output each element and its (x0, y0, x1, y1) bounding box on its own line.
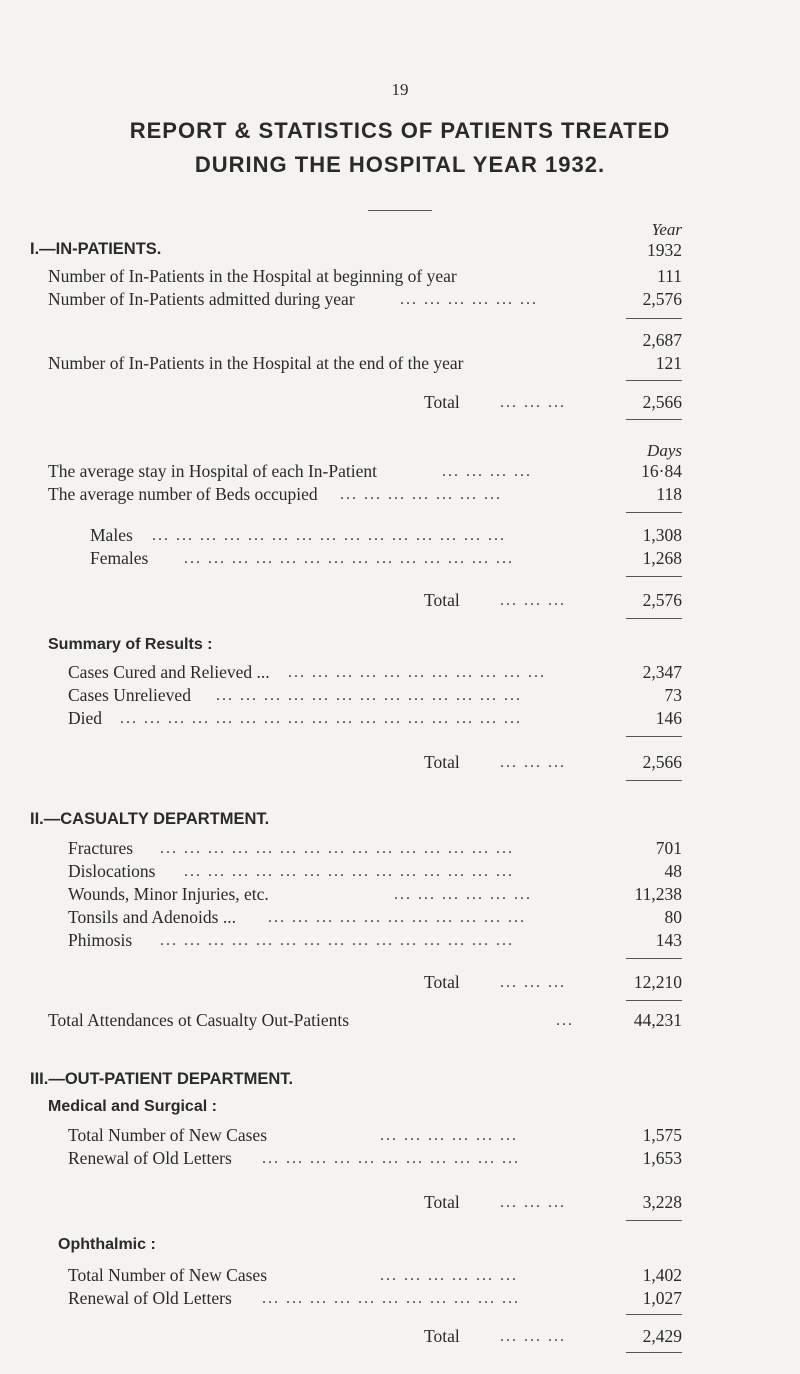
leader-dots: ... ... ... (500, 592, 566, 609)
wounds-value: 11,238 (634, 884, 682, 904)
leader-dots: ... ... ... ... ... ... (380, 1127, 518, 1144)
dislocations-value: 48 (664, 861, 682, 881)
end-label: Number of In-Patients in the Hospital at the end of the year (48, 353, 464, 373)
phimosis-value: 143 (655, 930, 682, 950)
beginning-label: Number of In-Patients in the Hospital at beginning of year (48, 266, 457, 286)
beginning-value: 111 (657, 266, 682, 286)
leader-dots: ... ... ... ... ... ... ... ... ... ... ... ... ... ... (184, 550, 514, 567)
sum-rule (626, 512, 682, 513)
leader-dots: ... ... ... ... ... ... ... ... ... ... ... ... ... (216, 687, 522, 704)
ophth-renewal-label: Renewal of Old Letters (68, 1288, 232, 1308)
phimosis-label: Phimosis (68, 930, 133, 950)
leader-dots: ... ... ... ... ... ... ... ... ... ... ... ... ... ... ... (160, 840, 514, 857)
fractures-label: Fractures (68, 838, 134, 858)
sum-rule (626, 958, 682, 959)
medical-surgical-heading: Medical and Surgical : (48, 1098, 217, 1115)
avg-stay-value: 16·84 (641, 461, 682, 481)
outpatient-heading: III.—OUT-PATIENT DEPARTMENT. (30, 1070, 294, 1088)
in-patients-heading: I.—IN-PATIENTS. (30, 240, 162, 258)
results-total-label: Total (424, 752, 460, 772)
med-total-value: 3,228 (642, 1192, 682, 1212)
leader-dots: ... ... ... ... ... ... (380, 1267, 518, 1284)
leader-dots: ... ... ... (500, 974, 566, 991)
ophth-renewal-value: 1,027 (642, 1288, 682, 1308)
subtotal-value: 2,687 (642, 330, 682, 350)
year-column-header: Year (651, 220, 682, 239)
summary-heading: Summary of Results : (48, 636, 213, 653)
sex-total-value: 2,576 (642, 590, 682, 610)
year-column-value: 1932 (647, 240, 682, 260)
avg-beds-value: 118 (656, 484, 682, 504)
attendances-value: 44,231 (633, 1010, 682, 1030)
wounds-label: Wounds, Minor Injuries, etc. (68, 884, 269, 904)
page-number: 19 (391, 80, 409, 99)
admitted-label: Number of In-Patients admitted during year (48, 289, 355, 309)
sum-rule (626, 618, 682, 619)
leader-dots: ... ... ... ... ... ... ... ... ... ... ... ... ... ... (184, 863, 514, 880)
tonsils-value: 80 (664, 907, 682, 927)
sum-rule (626, 736, 682, 737)
ophth-new-cases-value: 1,402 (642, 1265, 682, 1285)
total-value: 2,566 (642, 392, 682, 412)
ophthalmic-heading: Ophthalmic : (58, 1236, 156, 1253)
sum-rule (626, 1220, 682, 1221)
leader-dots: ... ... ... ... ... ... (400, 291, 538, 308)
unrelieved-label: Cases Unrelieved (68, 685, 191, 705)
leader-dots: ... ... ... (500, 394, 566, 411)
sum-rule (626, 1000, 682, 1001)
leader-dots: ... ... ... ... ... ... ... ... ... ... ... (268, 909, 526, 926)
report-title-line1: REPORT & STATISTICS OF PATIENTS TREATED (129, 118, 671, 143)
med-new-cases-label: Total Number of New Cases (68, 1125, 268, 1145)
casualty-total-label: Total (424, 972, 460, 992)
leader-dots: ... ... ... ... ... ... ... ... ... ... ... (262, 1150, 520, 1167)
cured-label: Cases Cured and Relieved ... (68, 662, 270, 682)
sum-rule (626, 576, 682, 577)
sum-rule (626, 1314, 682, 1315)
leader-dots: ... ... ... ... ... ... ... ... ... ... ... (262, 1290, 520, 1307)
days-column-header: Days (647, 441, 682, 460)
leader-dots: ... ... ... ... ... ... ... ... ... ... ... ... ... ... ... ... ... (120, 710, 522, 727)
leader-dots: ... ... ... ... ... ... ... ... ... ... ... ... ... ... ... (160, 932, 514, 949)
died-label: Died (68, 708, 103, 728)
attendances-label: Total Attendances ot Casualty Out-Patients (48, 1010, 350, 1030)
dislocations-label: Dislocations (68, 861, 156, 881)
med-total-label: Total (424, 1192, 460, 1212)
leader-dots: ... (556, 1012, 574, 1029)
ophth-total-value: 2,429 (642, 1326, 682, 1346)
leader-dots: ... ... ... (500, 1328, 566, 1345)
unrelieved-value: 73 (664, 685, 682, 705)
total-label: Total (424, 392, 460, 412)
casualty-heading: II.—CASUALTY DEPARTMENT. (30, 810, 270, 828)
cured-value: 2,347 (642, 662, 682, 682)
sum-rule (626, 780, 682, 781)
admitted-value: 2,576 (642, 289, 682, 309)
leader-dots: ... ... ... ... ... ... ... ... ... ... ... (288, 664, 546, 681)
report-title-line2: DURING THE HOSPITAL YEAR 1932. (194, 152, 606, 177)
med-renewal-value: 1,653 (642, 1148, 682, 1168)
males-label: Males (90, 525, 133, 545)
avg-stay-label: The average stay in Hospital of each In-Patient (48, 461, 377, 481)
females-label: Females (90, 548, 149, 568)
med-renewal-label: Renewal of Old Letters (68, 1148, 232, 1168)
died-value: 146 (655, 708, 682, 728)
sex-total-label: Total (424, 590, 460, 610)
leader-dots: ... ... ... (500, 754, 566, 771)
ophth-new-cases-label: Total Number of New Cases (68, 1265, 268, 1285)
females-value: 1,268 (642, 548, 682, 568)
males-value: 1,308 (642, 525, 682, 545)
leader-dots: ... ... ... (500, 1194, 566, 1211)
leader-dots: ... ... ... ... (442, 463, 532, 480)
tonsils-label: Tonsils and Adenoids ... (68, 907, 236, 927)
fractures-value: 701 (655, 838, 682, 858)
leader-dots: ... ... ... ... ... ... ... ... ... ... ... ... ... ... ... (152, 527, 506, 544)
sum-rule (626, 1352, 682, 1353)
sum-rule (626, 380, 682, 381)
ophth-total-label: Total (424, 1326, 460, 1346)
end-value: 121 (655, 353, 682, 373)
sum-rule (626, 318, 682, 319)
title-divider (368, 210, 432, 211)
leader-dots: ... ... ... ... ... ... (394, 886, 532, 903)
sum-rule (626, 419, 682, 420)
avg-beds-label: The average number of Beds occupied (48, 484, 318, 504)
med-new-cases-value: 1,575 (642, 1125, 682, 1145)
casualty-total-value: 12,210 (633, 972, 682, 992)
leader-dots: ... ... ... ... ... ... ... (340, 486, 502, 503)
results-total-value: 2,566 (642, 752, 682, 772)
